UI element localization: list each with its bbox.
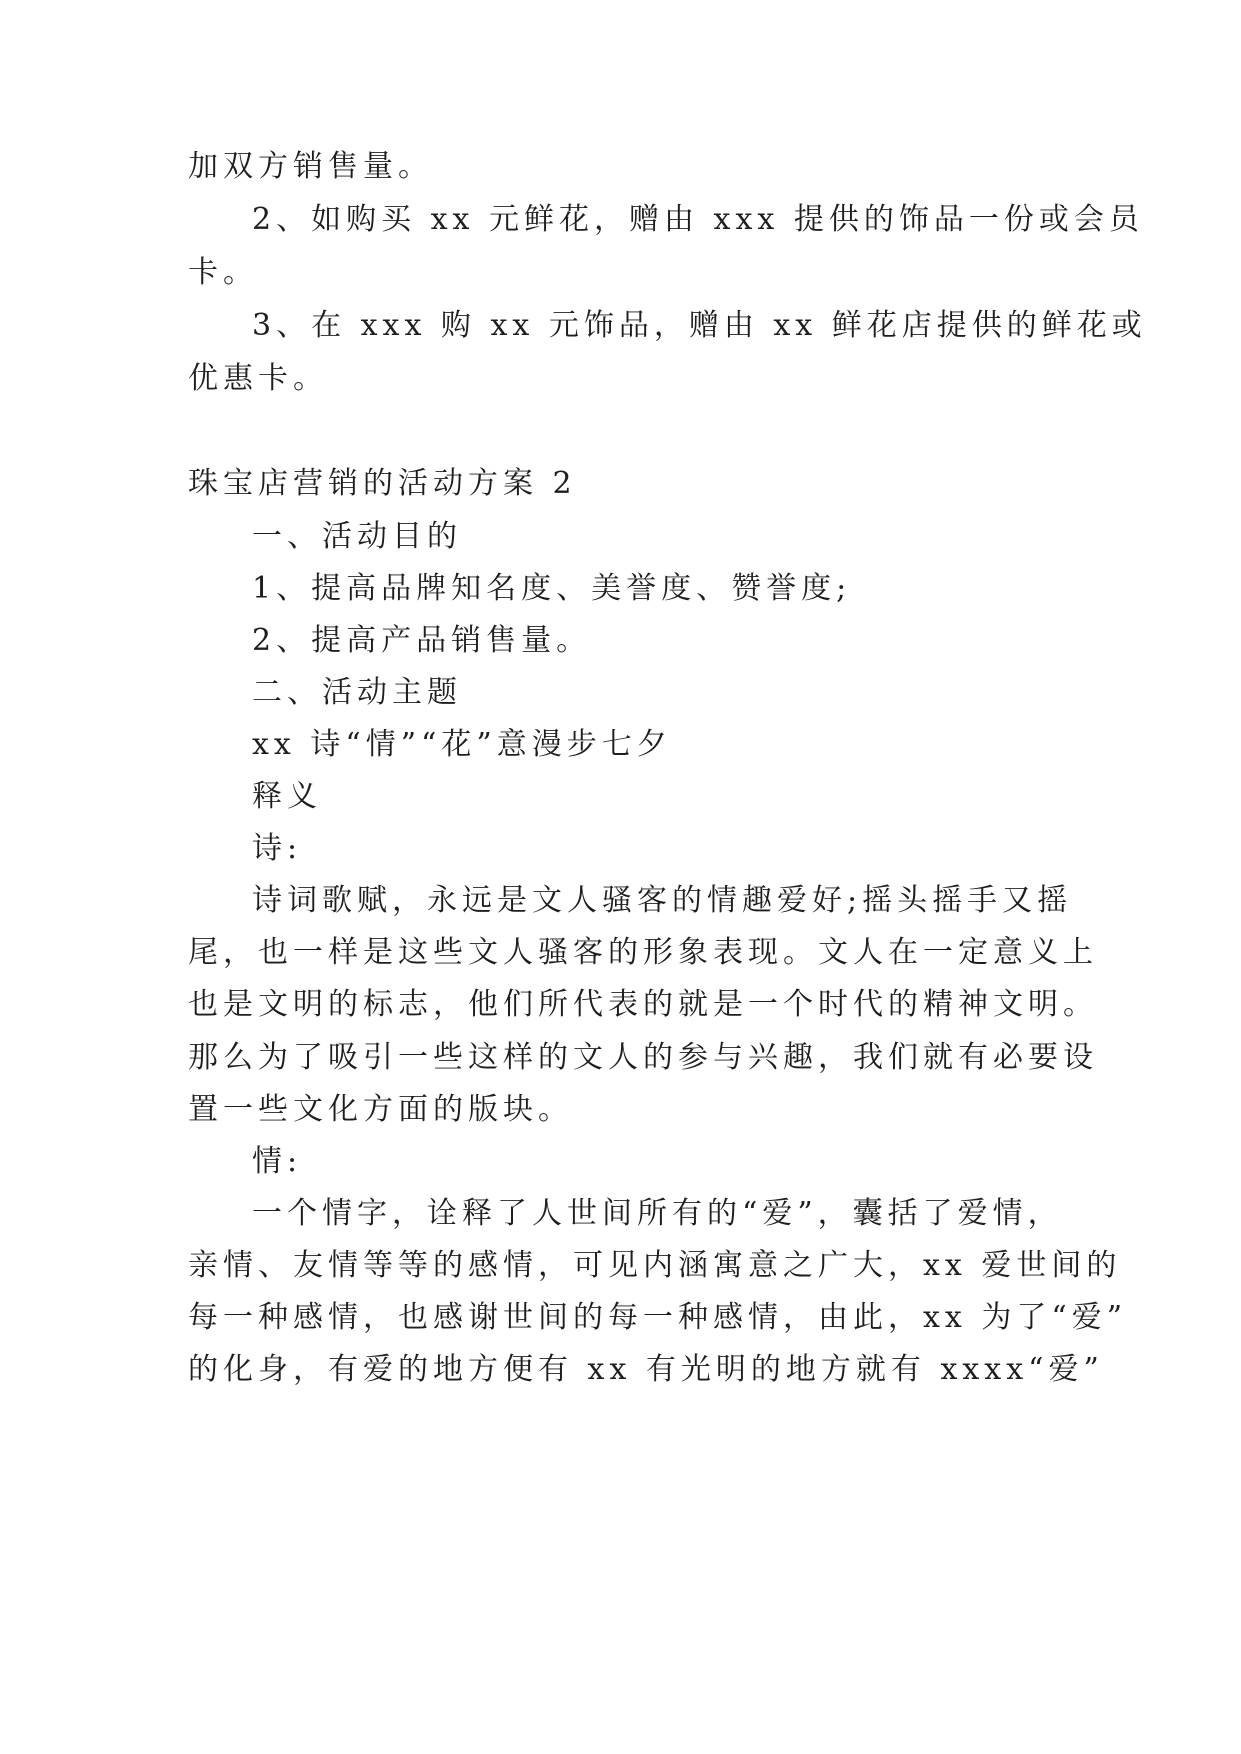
text-line: 亲情、友情等等的感情，可见内涵寓意之广大，xx 爱世间的 [188, 1248, 1122, 1283]
text-line: 那么为了吸引一些这样的文人的参与兴趣，我们就有必要设 [188, 1040, 1098, 1075]
text-line: 也是文明的标志，他们所代表的就是一个时代的精神文明。 [188, 987, 1098, 1022]
text-line: 卡。 [188, 255, 258, 290]
text-line: 的化身，有爱的地方便有 xx 有光明的地方就有 xxxx“爱” [188, 1352, 1104, 1387]
text-line: 诗词歌赋，永远是文人骚客的情趣爱好;摇头摇手又摇 [252, 883, 1073, 918]
text-line: 一个情字，诠释了人世间所有的“爱”，囊括了爱情， [252, 1196, 1063, 1231]
text-line: 2、如购买 xx 元鲜花，赠由 xxx 提供的饰品一份或会员 [252, 202, 1144, 237]
heading-purpose: 一、活动目的 [252, 519, 462, 554]
text-line: 释义 [252, 779, 322, 814]
text-line: 诗: [252, 831, 303, 866]
text-line: 3、在 xxx 购 xx 元饰品，赠由 xx 鲜花店提供的鲜花或 [252, 308, 1147, 343]
text-line: 1、提高品牌知名度、美誉度、赞誉度; [252, 571, 852, 606]
text-line: 尾，也一样是这些文人骚客的形象表现。文人在一定意义上 [188, 935, 1098, 970]
text-line: 加双方销售量。 [188, 149, 433, 184]
text-line: 每一种感情，也感谢世间的每一种感情，由此，xx 为了“爱” [188, 1300, 1128, 1335]
theme-text: xx 诗“情”“花”意漫步七夕 [252, 727, 672, 762]
heading-theme: 二、活动主题 [252, 675, 462, 710]
section-title: 珠宝店营销的活动方案 2 [188, 466, 577, 501]
text-line: 情: [252, 1144, 303, 1179]
text-line: 置一些文化方面的版块。 [188, 1092, 573, 1127]
text-line: 优惠卡。 [188, 361, 328, 396]
text-line: 2、提高产品销售量。 [252, 623, 592, 658]
